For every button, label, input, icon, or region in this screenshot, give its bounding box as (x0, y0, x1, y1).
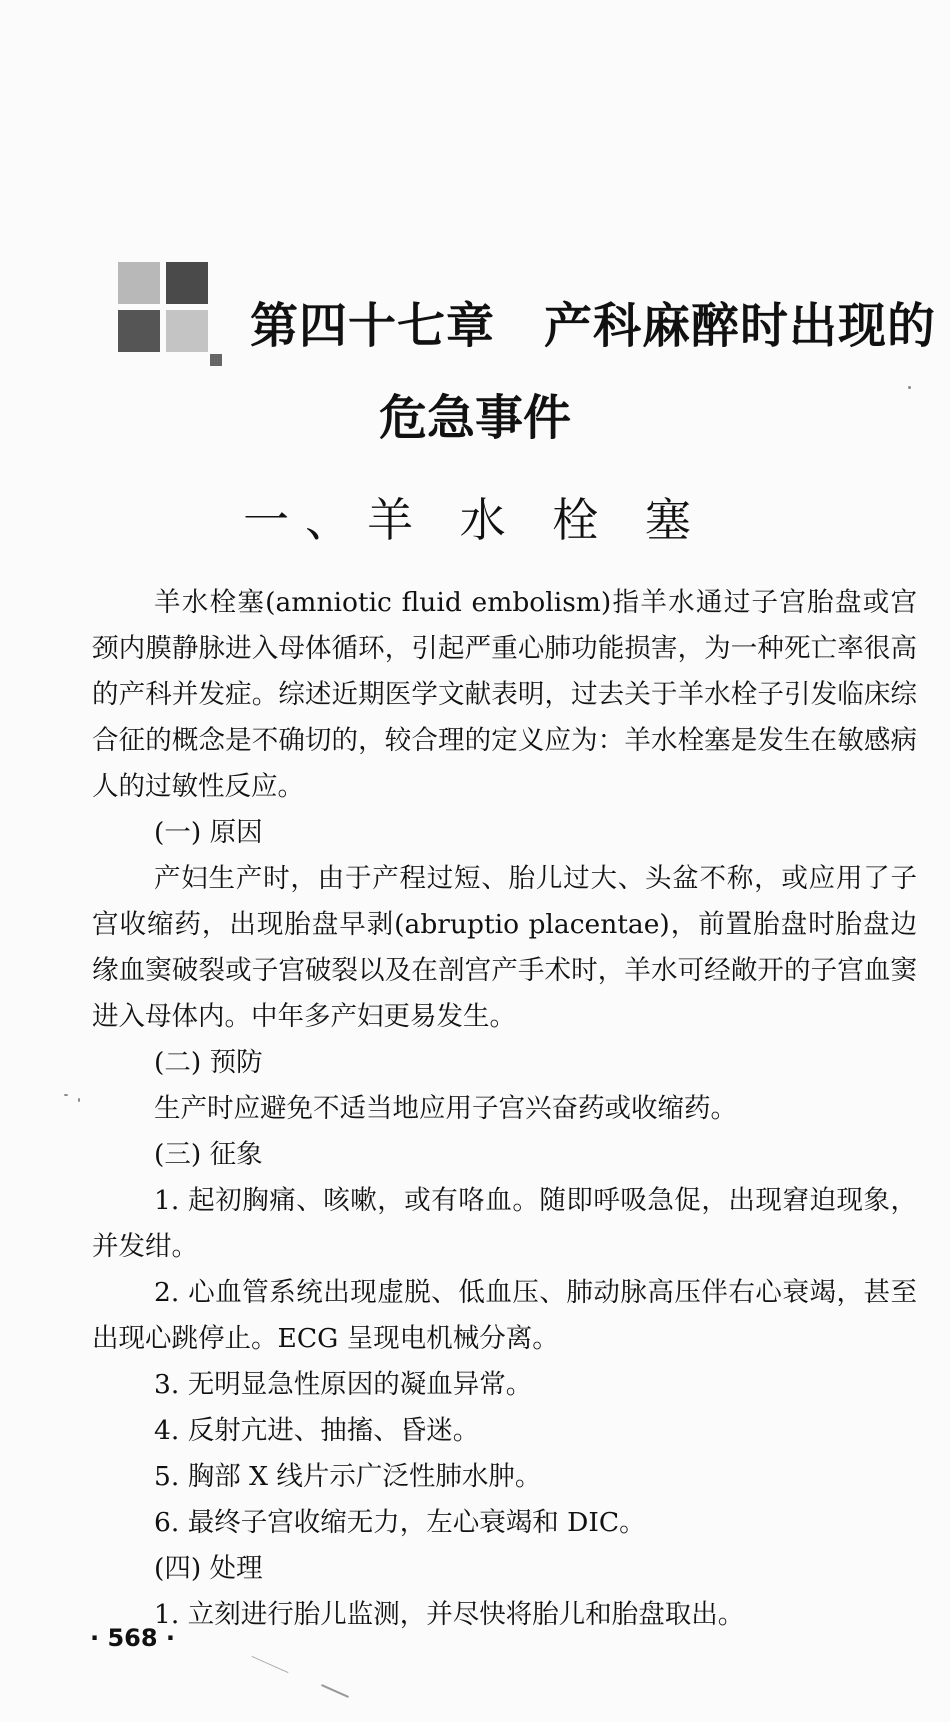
decoration-square (166, 310, 208, 352)
scan-speck (252, 1656, 289, 1673)
sign-item: 6. 最终子宫收缩无力，左心衰竭和 DIC。 (154, 1507, 646, 1538)
page-number: · 568 · (90, 1624, 176, 1652)
decoration-square (210, 354, 222, 366)
sign-item: 1. 起初胸痛、咳嗽，或有咯血。随即呼吸急促，出现窘迫现象，并发绀。 (92, 1185, 917, 1262)
intro-paragraph: 羊水栓塞(amniotic fluid embolism)指羊水通过子宫胎盘或宫颈内膜静脉进入母体循环，引起严重心肺功能损害，为一种死亡率很高的产科并发症。综述近期医学文献表明，过去关于羊水栓子引发临床综合征的概念是不确切的，较合理的定义应为：羊水栓塞是发生在敏感病人的过敏性反应。 (92, 587, 917, 802)
chapter-title-line1: 第四十七章 产科麻醉时出现的 (250, 298, 937, 354)
scan-speck (64, 1094, 68, 1096)
sign-item: 3. 无明显急性原因的凝血异常。 (154, 1369, 533, 1400)
decoration-square (118, 262, 160, 304)
prevention-heading: (二) 预防 (154, 1047, 263, 1078)
sign-item: 4. 反射亢进、抽搐、昏迷。 (154, 1415, 480, 1446)
cause-paragraph: 产妇生产时，由于产程过短、胎儿过大、头盆不称，或应用了子宫收缩药，出现胎盘早剥(abruptio placentae)，前置胎盘时胎盘边缘血窦破裂或子宫破裂以及在剖宫产手术时，羊水可经敞开的子宫血窦进入母体内。中年多产妇更易发生。 (92, 863, 917, 1032)
decoration-square (166, 262, 208, 304)
treatment-heading: (四) 处理 (154, 1553, 263, 1584)
scan-speck (78, 1098, 80, 1102)
chapter-title-line2: 危急事件 (378, 390, 571, 446)
body-text (92, 580, 917, 1638)
sign-item: 2. 心血管系统出现虚脱、低血压、肺动脉高压伴右心衰竭，甚至出现心跳停止。ECG 呈现电机械分离。 (92, 1277, 917, 1354)
scan-speck (908, 386, 911, 389)
sign-item: 5. 胸部 X 线片示广泛性肺水肿。 (154, 1461, 542, 1492)
section-title: 一、羊 水 栓 塞 (243, 493, 707, 547)
treatment-item: 1. 立刻进行胎儿监测，并尽快将胎儿和胎盘取出。 (154, 1599, 745, 1630)
scan-speck (321, 1684, 349, 1698)
cause-heading: (一) 原因 (154, 817, 263, 848)
decoration-square (118, 310, 160, 352)
chapter-decoration (118, 262, 228, 372)
signs-heading: (三) 征象 (154, 1139, 263, 1170)
prevention-paragraph: 生产时应避免不适当地应用子宫兴奋药或收缩药。 (154, 1093, 737, 1124)
